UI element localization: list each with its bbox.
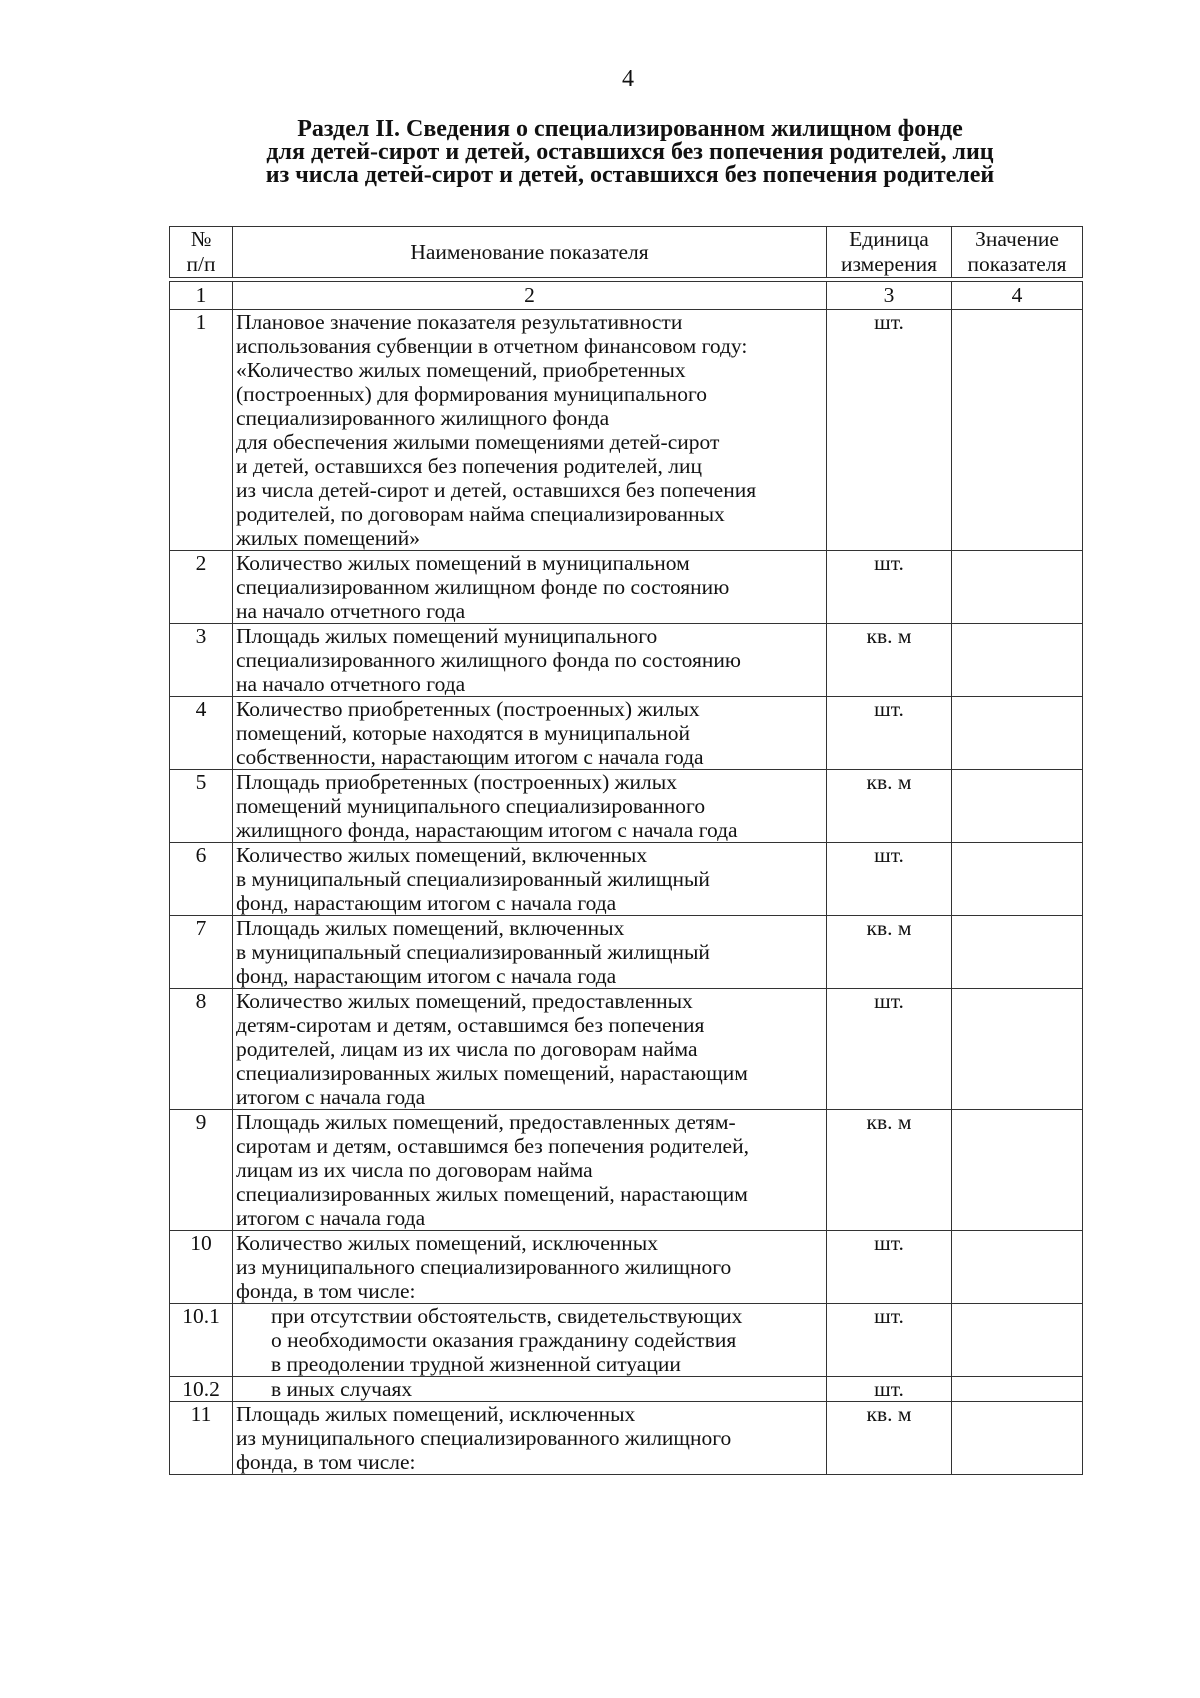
row-number: 6 [170, 843, 233, 916]
indicator-name-line: специализированного жилищного фонда [236, 406, 610, 430]
indicator-name [233, 916, 827, 989]
column-number: 2 [233, 282, 827, 310]
indicator-name [233, 624, 827, 697]
indicator-name-line: использования субвенции в отчетном финансовом году: [236, 334, 748, 358]
indicator-name [233, 1110, 827, 1231]
indicator-name-line: детям-сиротам и детям, оставшимся без попечения [236, 1013, 705, 1037]
table-row [170, 916, 1083, 989]
indicator-value[interactable] [952, 624, 1083, 697]
indicator-name-line: Площадь жилых помещений, включенных [236, 916, 625, 940]
table-header-row [170, 227, 1083, 278]
indicator-name-line: родителей, по договорам найма специализированных [236, 502, 725, 526]
row-number: 1 [170, 310, 233, 551]
table-row [170, 1402, 1083, 1475]
indicator-value[interactable] [952, 770, 1083, 843]
indicator-name-line: и детей, оставшихся без попечения родителей, лиц [236, 454, 702, 478]
column-number: 1 [170, 282, 233, 310]
indicator-name-line: родителей, лицам из их числа по договорам найма [236, 1037, 698, 1061]
unit-of-measure: шт. [827, 551, 952, 624]
table-row [170, 1110, 1083, 1231]
unit-of-measure: шт. [827, 1377, 952, 1402]
indicator-name-line: из числа детей-сирот и детей, оставшихся без попечения [236, 478, 757, 502]
indicator-value[interactable] [952, 989, 1083, 1110]
header-name: Наименование показателя [233, 227, 827, 278]
unit-of-measure: шт. [827, 989, 952, 1110]
unit-of-measure: шт. [827, 1231, 952, 1304]
indicator-name-line: Площадь приобретенных (построенных) жилых [236, 770, 677, 794]
indicator-name [233, 1402, 827, 1475]
row-number: 10 [170, 1231, 233, 1304]
indicator-name-line: при отсутствии обстоятельств, свидетельствующих [271, 1304, 743, 1328]
indicator-name-line: фонд, нарастающим итогом с начала года [236, 891, 617, 915]
indicator-name-line: помещений муниципального специализированного [236, 794, 706, 818]
unit-of-measure: шт. [827, 843, 952, 916]
row-number: 8 [170, 989, 233, 1110]
indicator-name-line: специализированном жилищном фонде по состоянию [236, 575, 730, 599]
unit-of-measure: кв. м [827, 624, 952, 697]
indicator-name [233, 843, 827, 916]
unit-of-measure: кв. м [827, 916, 952, 989]
header-unit: Единица измерения [827, 227, 952, 278]
indicator-name-line: специализированного жилищного фонда по состоянию [236, 648, 741, 672]
column-number: 3 [827, 282, 952, 310]
row-number: 9 [170, 1110, 233, 1231]
indicator-name [233, 1231, 827, 1304]
indicator-name-line: итогом с начала года [236, 1085, 426, 1109]
column-numbers-row [170, 282, 1083, 310]
table-row [170, 697, 1083, 770]
indicator-name-line: фонд, нарастающим итогом с начала года [236, 964, 617, 988]
indicator-name [233, 697, 827, 770]
indicator-name-line: Площадь жилых помещений, исключенных [236, 1402, 636, 1426]
unit-of-measure: кв. м [827, 1110, 952, 1231]
unit-of-measure: шт. [827, 697, 952, 770]
indicator-name-line: итогом с начала года [236, 1206, 426, 1230]
indicator-name-line: в иных случаях [271, 1377, 413, 1401]
indicator-name-line: на начало отчетного года [236, 599, 466, 623]
unit-of-measure: кв. м [827, 770, 952, 843]
indicator-name-line: Количество жилых помещений в муниципальном [236, 551, 690, 575]
indicator-name-line: Количество жилых помещений, предоставленных [236, 989, 693, 1013]
indicator-name-line: о необходимости оказания гражданину содействия [271, 1328, 737, 1352]
row-number: 2 [170, 551, 233, 624]
unit-of-measure: кв. м [827, 1402, 952, 1475]
indicator-value[interactable] [952, 1110, 1083, 1231]
row-number: 7 [170, 916, 233, 989]
indicator-name-line: из муниципального специализированного жилищного [236, 1255, 732, 1279]
indicator-name-line: из муниципального специализированного жилищного [236, 1426, 732, 1450]
indicator-name-line: специализированных жилых помещений, нарастающим [236, 1061, 748, 1085]
indicator-name [233, 989, 827, 1110]
table-row [170, 1231, 1083, 1304]
indicator-name-line: (построенных) для формирования муниципального [236, 382, 707, 406]
table-row [170, 1304, 1083, 1377]
indicator-name-line: в муниципальный специализированный жилищный [236, 940, 710, 964]
indicator-name-line: жилых помещений» [236, 526, 421, 550]
indicator-name-line: для обеспечения жилыми помещениями детей-сирот [236, 430, 720, 454]
indicator-name-line: жилищного фонда, нарастающим итогом с начала года [236, 818, 738, 842]
section-title-line: для детей-сирот и детей, оставшихся без попечения родителей, лиц [266, 139, 994, 165]
row-number: 11 [170, 1402, 233, 1475]
section-title-line: Раздел II. Сведения о специализированном жилищном фонде [297, 116, 963, 142]
indicator-name-line: в преодолении трудной жизненной ситуации [271, 1352, 681, 1376]
table-row [170, 1377, 1083, 1402]
indicator-name-line: лицам из их числа по договорам найма [236, 1158, 593, 1182]
unit-of-measure: шт. [827, 310, 952, 551]
table-row [170, 551, 1083, 624]
indicator-name-line: Количество жилых помещений, включенных [236, 843, 648, 867]
indicator-value[interactable] [952, 310, 1083, 551]
indicator-name-line: специализированных жилых помещений, нарастающим [236, 1182, 748, 1206]
indicator-value[interactable] [952, 1377, 1083, 1402]
indicator-name-line: фонда, в том числе: [236, 1450, 416, 1474]
table-row [170, 770, 1083, 843]
indicator-value[interactable] [952, 1304, 1083, 1377]
unit-of-measure: шт. [827, 1304, 952, 1377]
indicator-name-line: в муниципальный специализированный жилищный [236, 867, 710, 891]
indicator-name-line: помещений, которые находятся в муниципальной [236, 721, 690, 745]
indicator-name [233, 310, 827, 551]
indicator-value[interactable] [952, 843, 1083, 916]
indicator-name-line: Площадь жилых помещений муниципального [236, 624, 658, 648]
table-row [170, 310, 1083, 551]
indicator-name-line: Плановое значение показателя результативности [236, 310, 683, 334]
section-title-line: из числа детей-сирот и детей, оставшихся без попечения родителей [265, 162, 995, 188]
indicator-name-line: Количество приобретенных (построенных) жилых [236, 697, 700, 721]
indicator-name-line: «Количество жилых помещений, приобретенных [236, 358, 686, 382]
indicator-value[interactable] [952, 916, 1083, 989]
indicator-value[interactable] [952, 697, 1083, 770]
indicator-name-line: на начало отчетного года [236, 672, 466, 696]
indicator-name-line: фонда, в том числе: [236, 1279, 416, 1303]
row-number: 4 [170, 697, 233, 770]
indicator-name [233, 1304, 827, 1377]
table-row [170, 624, 1083, 697]
row-number: 10.2 [170, 1377, 233, 1402]
indicator-value[interactable] [952, 551, 1083, 624]
row-number: 3 [170, 624, 233, 697]
indicator-name [233, 770, 827, 843]
row-number: 10.1 [170, 1304, 233, 1377]
column-number: 4 [952, 282, 1083, 310]
indicator-value[interactable] [952, 1402, 1083, 1475]
indicator-name [233, 551, 827, 624]
page-number: 4 [622, 66, 634, 92]
header-num: № п/п [170, 227, 233, 278]
table-row [170, 843, 1083, 916]
indicator-name-line: собственности, нарастающим итогом с начала года [236, 745, 704, 769]
indicator-name-line: Количество жилых помещений, исключенных [236, 1231, 658, 1255]
indicator-name [233, 1377, 827, 1402]
indicator-name-line: сиротам и детям, оставшимся без попечения родителей, [236, 1134, 749, 1158]
indicator-name-line: Площадь жилых помещений, предоставленных детям- [236, 1110, 736, 1134]
table-row [170, 989, 1083, 1110]
section-title [150, 118, 1110, 187]
header-value: Значение показателя [952, 227, 1083, 278]
indicator-value[interactable] [952, 1231, 1083, 1304]
indicators-table [169, 226, 1083, 1475]
row-number: 5 [170, 770, 233, 843]
